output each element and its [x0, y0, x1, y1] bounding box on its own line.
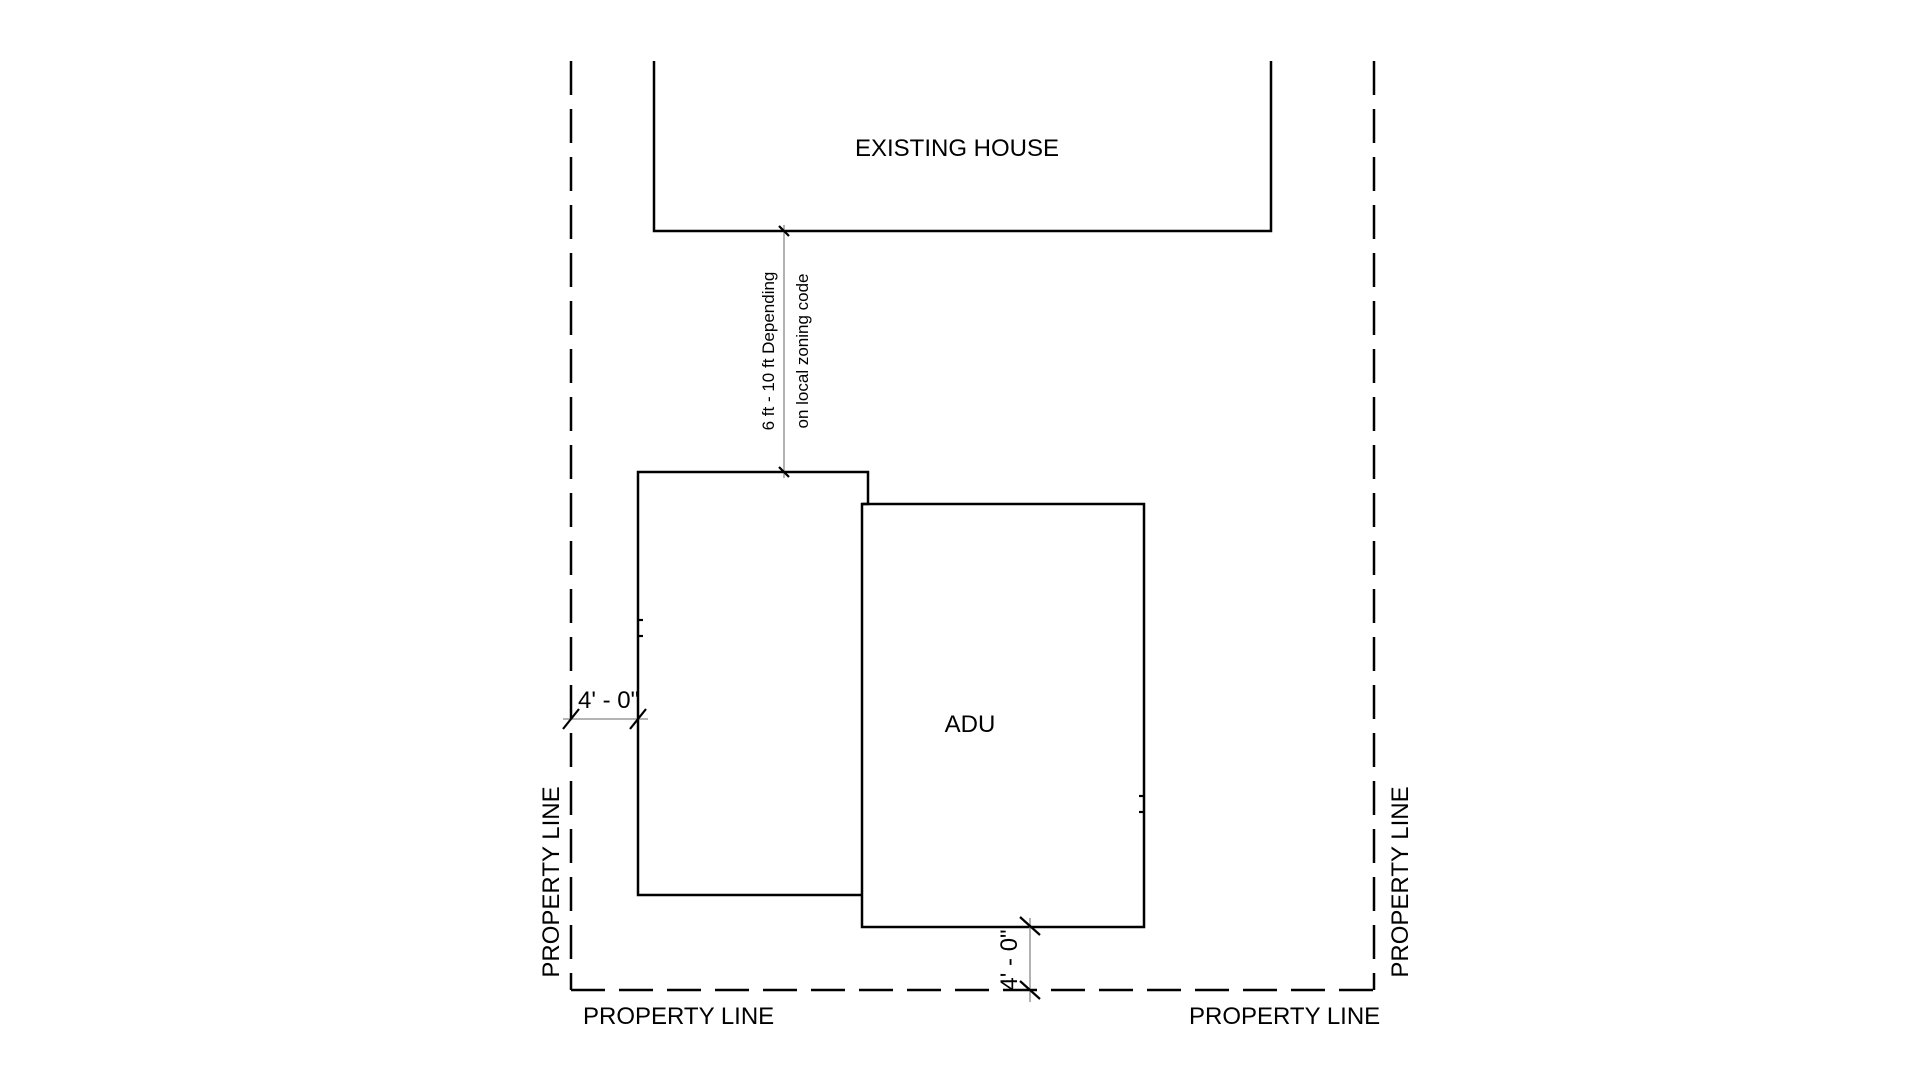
adu-label: ADU [944, 711, 996, 738]
property-line-label-bottom-left: PROPERTY LINE [583, 1003, 775, 1030]
adu-main-outline [862, 504, 1144, 927]
property-line-label-right: PROPERTY LINE [1387, 786, 1414, 978]
property-line-label-bottom-right: PROPERTY LINE [1189, 1003, 1381, 1030]
property-line-label-left: PROPERTY LINE [538, 786, 565, 978]
existing-house-label: EXISTING HOUSE [854, 135, 1060, 162]
adu-left-wing-outline [638, 472, 868, 895]
property-line-boundary [571, 61, 1374, 990]
side-setback-dimension [563, 687, 648, 729]
separation-dimension [759, 225, 812, 478]
side-setback-dimension-text: 4' - 0" [578, 687, 640, 714]
separation-dimension-text-1: 6 ft - 10 ft Depending [759, 271, 778, 431]
rear-setback-dimension-text: 4' - 0" [996, 929, 1023, 991]
separation-dimension-text-2: on local zoning code [793, 273, 812, 429]
